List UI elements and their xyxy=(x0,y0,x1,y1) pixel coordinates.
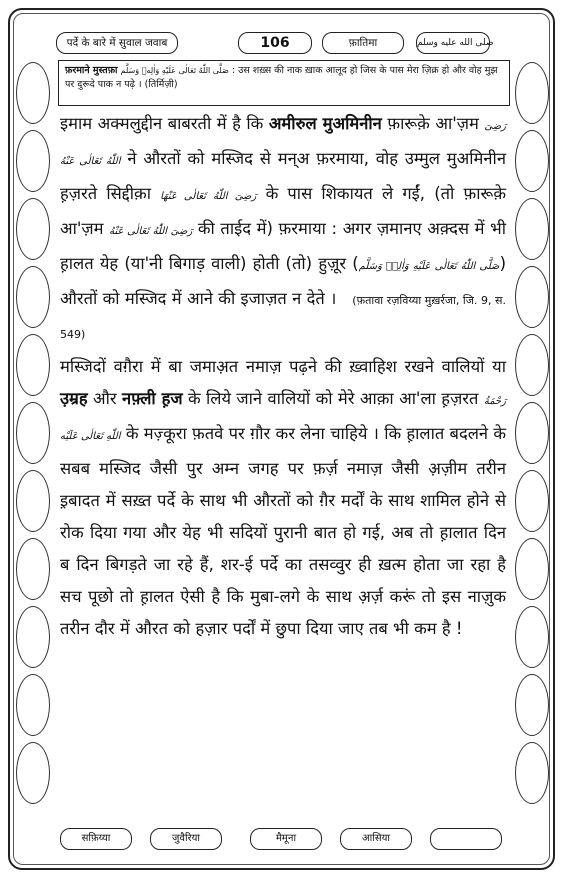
right-medallion xyxy=(515,470,549,532)
text-run: फ़ारूक़े आ'ज़म xyxy=(381,114,485,133)
left-ornament-column xyxy=(16,62,50,802)
left-medallion xyxy=(16,402,50,464)
right-medallion xyxy=(515,538,549,600)
left-medallion xyxy=(16,198,50,260)
footer-tab: जुवैरिया xyxy=(150,828,222,850)
text-run: की ताईद में) फ़रमाया : अगर ज़मानए अक़्दस में भी ह़ालत येह (या'नी बिगाड़ वाली) होती (तो) हुज़ूर ( xyxy=(60,219,506,273)
text-run: मस्जिदों वग़ैरा में बा जमाअ़त नमाज़ पढ़ने की ख़्वाहिश रखने वालियों या xyxy=(60,357,506,376)
right-medallion xyxy=(515,402,549,464)
citation: (फ़तावा रज़विय्या मुख़र्रजा, जि. 9, स. 549) xyxy=(60,294,506,341)
arabic-honorific: رَضِیَ اللّٰهُ تَعَالٰی عَنْهُ xyxy=(109,226,193,237)
text-run: ने औरतों को मस्जिद से मन्अ फ़रमाया, वोह उम्मुल मुअमिनीन ह़ज़रते सिद्दीक़ा xyxy=(60,149,506,203)
notice-arabic: صَلَّى اللّٰهُ تَعَالٰى عَلَيْهِ وَاٰلِهٖ وَسَلَّم xyxy=(120,66,229,75)
right-medallion xyxy=(515,674,549,736)
bold-term: उ़म्रह xyxy=(60,389,88,408)
bold-term: नफ़्ली ह़ज xyxy=(122,389,183,408)
left-medallion xyxy=(16,470,50,532)
text-run: के पास शिकायत ले गईं, (तो फ़ारूक़े आ'ज़म xyxy=(60,184,506,238)
left-medallion xyxy=(16,742,50,804)
paragraph-2 xyxy=(60,351,506,645)
left-medallion xyxy=(16,62,50,124)
right-medallion xyxy=(515,334,549,396)
notice-label: फ़रमाने मुस्तफ़ा xyxy=(65,65,118,76)
right-ornament-column xyxy=(515,62,549,802)
name-tab: फ़ातिमा xyxy=(322,32,404,54)
bold-term: अमीरुल मुअमिनीन xyxy=(268,114,382,133)
left-medallion xyxy=(16,334,50,396)
right-medallion xyxy=(515,606,549,668)
arabic-honorific: رَحْمَةُ اللّٰهِ تَعَالٰی عَلَیْه xyxy=(60,396,506,442)
right-medallion xyxy=(515,742,549,804)
text-run: ) औरतों को मस्जिद में आने की इजाज़त न देते । xyxy=(60,254,506,308)
left-medallion xyxy=(16,538,50,600)
left-medallion xyxy=(16,266,50,328)
arabic-honorific: صَلَّى اللّٰهُ تَعَالٰى عَلَيْهِ وَاٰلِهٖ وَسَلَّم xyxy=(358,261,500,272)
page-number: 106 xyxy=(238,32,312,54)
footer-tab: मैमूना xyxy=(250,828,322,850)
left-medallion xyxy=(16,130,50,192)
right-medallion xyxy=(515,130,549,192)
arabic-honorific: رَضِیَ اللّٰهُ تَعَالٰی عَنْهَا xyxy=(160,191,257,202)
right-medallion xyxy=(515,266,549,328)
notice-text: : उस शख़्स की नाक ख़ाक आलूद हो जिस के पास मेरा ज़िक्र हो और वोह मुझ पर दुरूदे पाक न पढ़े । (तिर्मिज़ी) xyxy=(65,65,498,90)
text-run: और xyxy=(87,389,123,408)
page-header xyxy=(56,32,508,54)
book-title-tab: पर्दे के बारे में सुवाल जवाब xyxy=(56,32,178,54)
text-run: इमाम अक्मलुद्दीन बाबरती में है कि xyxy=(60,114,269,133)
text-run: के लिये जाने वालियों को मेरे आक़ा आ'ला ह़ज़रत xyxy=(182,389,484,408)
page-footer xyxy=(40,828,526,852)
left-medallion xyxy=(16,674,50,736)
footer-tab: आसिया xyxy=(340,828,412,850)
hadith-notice-box xyxy=(58,60,510,106)
calligraphy-seal: صلى الله عليه وسلم xyxy=(416,32,490,54)
arabic-honorific: رَضِیَ اللّٰهُ تَعَالٰی عَنْهُ xyxy=(60,121,507,167)
footer-tab xyxy=(430,828,502,850)
paragraph-1 xyxy=(60,108,506,351)
left-medallion xyxy=(16,606,50,668)
text-run: के मज़्कूरा फ़तवे पर ग़ौर कर लेना चाहिये । कि ह़ालात बदलने के सबब मस्जिद जैसी पुर अम्न जगह पर फ़र्ज़ नमाज़ जैसी अ़ज़ीम तरीन इ़बादत में सख़्त पर्दे के साथ भी औरतों को ग़ैर मर्दों के साथ शामिल होने से रोक दिया गया और येह भी सदियों पुरानी बात हो गई, अब तो ह़ालात दिन ब दिन बिगड़ते जा रहे हैं, शर-ई पर्दे का तसव्वुर ही ख़त्म होता जा रहा है सच पूछो तो ह़ालत ऐसी है कि मुबा-लगे के साथ अ़र्ज़ करूं तो इस नाज़ुक तरीन दौर में औरत को हज़ार पर्दों में छुपा दिया जाए तब भी कम है ! xyxy=(60,424,507,638)
right-medallion xyxy=(515,198,549,260)
main-text xyxy=(60,108,506,645)
footer-tab: सफ़िय्या xyxy=(60,828,132,850)
right-medallion xyxy=(515,62,549,124)
